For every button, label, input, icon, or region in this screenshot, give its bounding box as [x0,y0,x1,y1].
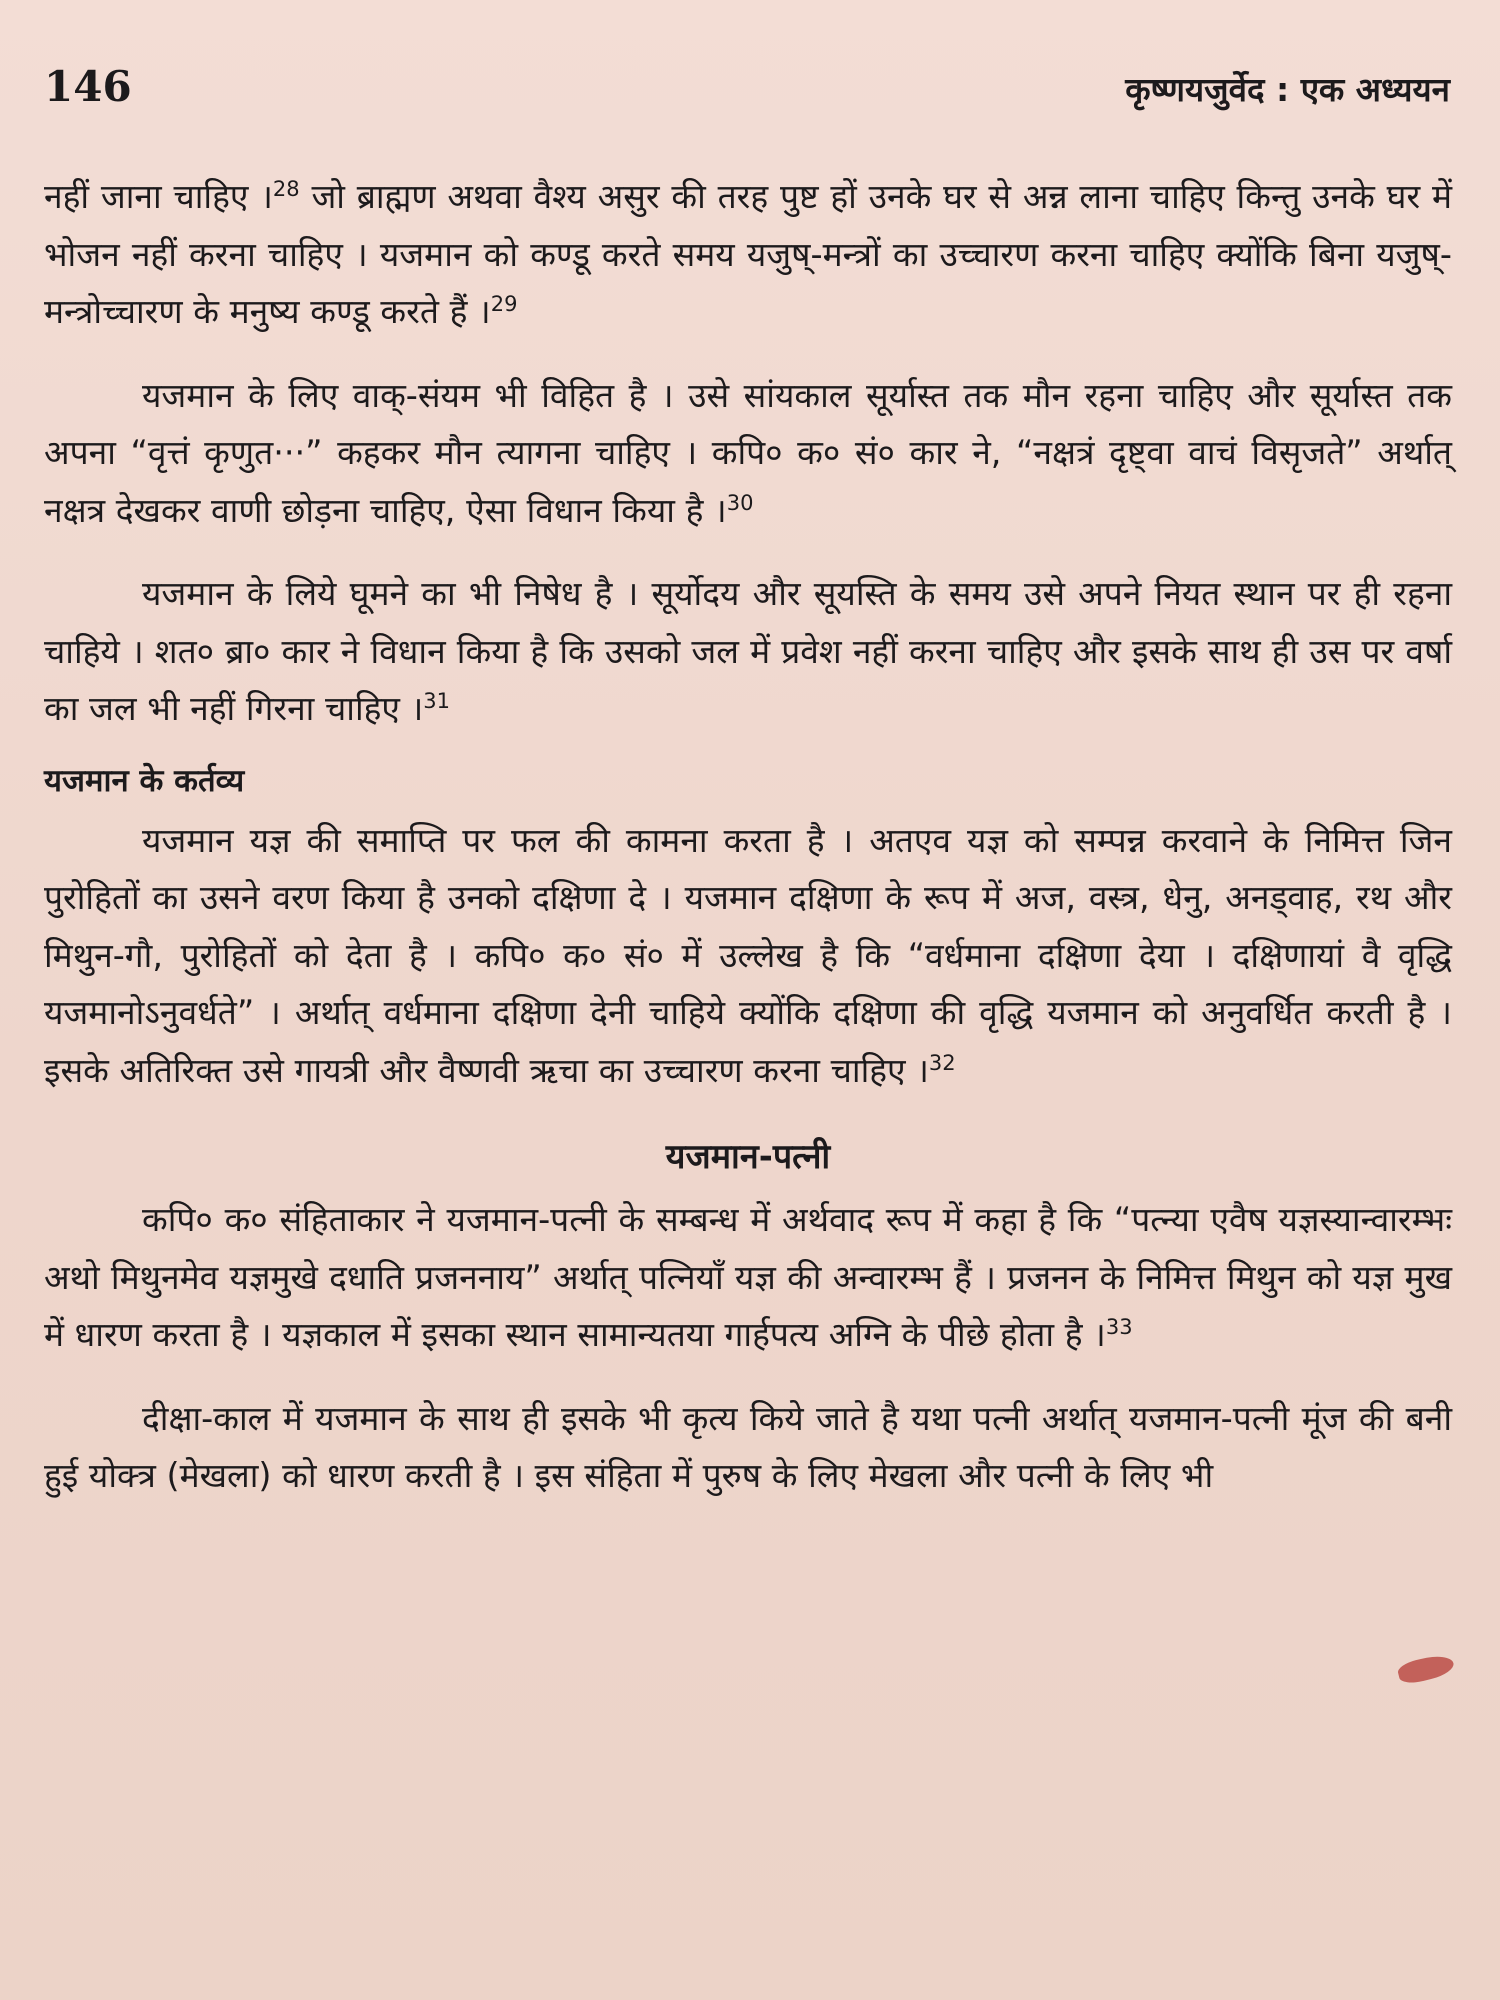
ink-stain [1396,1652,1456,1687]
paragraph-text: जो ब्राह्मण अथवा वैश्य असुर की तरह पुष्ट हों उनके घर से अन्न लाना चाहिए किन्तु उनके घर में भोजन नहीं करना चाहिए । यजमान को कण्डू करते समय यजुष्-मन्त्रों का उच्चारण करना चाहिए क्योंकि बिना यजुष्-मन्त्रोच्चारण के मनुष्य कण्डू करते हैं । [44,177,1452,331]
footnote-ref: 33 [1105,1315,1133,1339]
section-heading: यजमान-पत्नी [665,1137,831,1177]
paragraph-text: दीक्षा-काल में यजमान के साथ ही इसके भी कृत्य किये जाते है यथा पत्नी अर्थात् यजमान-पत्नी मूंज की बनी हुई योक्त्र (मेखला) को धारण करती है । इस संहिता में पुरुष के लिए मेखला और पत्नी के लिए भी [44,1398,1452,1495]
paragraph-5 [44,1191,1452,1364]
paragraph-text: यजमान यज्ञ की समाप्ति पर फल की कामना करता है । अतएव यज्ञ को सम्पन्न करवाने के निमित्त जिन पुरोहितों का उसने वरण किया है उनको दक्षिणा दे । यजमान दक्षिणा के रूप में अज, वस्त्र, धेनु, अनड्वाह, रथ और मिथुन-गौ, पुरोहितों को देता है । कपि० क० सं० में उल्लेख है कि “वर्धमाना दक्षिणा देया । दक्षिणायां वै वृद्धि यजमानोऽनुवर्धते” । अर्थात् वर्धमाना दक्षिणा देनी चाहिये क्योंकि दक्षिणा की वृद्धि यजमान को अनुवर्धित करती है । इसके अतिरिक्त उसे गायत्री और वैष्णवी ऋचा का उच्चारण करना चाहिए । [44,820,1452,1090]
paragraph-2 [44,367,1452,540]
paragraph-text: नहीं जाना चाहिए । [44,177,273,216]
footnote-ref: 30 [726,490,754,515]
paragraph-6 [44,1390,1452,1505]
running-head: कृष्णयजुर्वेद : एक अध्ययन [1125,70,1450,109]
paragraph-text: कपि० क० संहिताकार ने यजमान-पत्नी के सम्बन्ध में अर्थवाद रूप में कहा है कि “पत्न्या एवैष यज्ञस्यान्वारम्भः अथो मिथुनमेव यज्ञमुखे दधाति प्रजननाय” अर्थात् पत्नियाँ यज्ञ की अन्वारम्भ हैं । प्रजनन के निमित्त मिथुन को यज्ञ मुख में धारण करता है । यज्ञकाल में इसका स्थान सामान्यतया गार्हपत्य अग्नि के पीछे होता है । [44,1200,1452,1354]
paragraph-3 [44,565,1452,738]
page-header [44,62,1450,122]
paragraph-text: यजमान के लिए वाक्-संयम भी विहित है । उसे सांयकाल सूर्यास्त तक मौन रहना चाहिए और सूर्यास्त तक अपना “वृत्तं कृणुत···” कहकर मौन त्यागना चाहिए । कपि० क० सं० कार ने, “नक्षत्रं दृष्ट्वा वाचं विसृजते” अर्थात् नक्षत्र देखकर वाणी छोड़ना चाहिए, ऐसा विधान किया है । [44,375,1452,530]
footnote-ref: 28 [272,177,300,201]
page-body [44,168,1452,1505]
footnote-ref: 32 [928,1050,956,1075]
paragraph-1 [44,168,1452,341]
side-heading: यजमान के कर्तव्य [44,762,245,799]
footnote-ref: 29 [490,292,518,316]
paragraph-text: यजमान के लिये घूमने का भी निषेध है । सूर्योदय और सूयस्ति के समय उसे अपने नियत स्थान पर ही रहना चाहिये । शत० ब्रा० कार ने विधान किया है कि उसको जल में प्रवेश नहीं करना चाहिए और इसके साथ ही उस पर वर्षा का जल भी नहीं गिरना चाहिए । [44,574,1452,728]
paragraph-4 [44,812,1452,1100]
page-number: 146 [44,62,132,111]
footnote-ref: 31 [423,689,451,713]
